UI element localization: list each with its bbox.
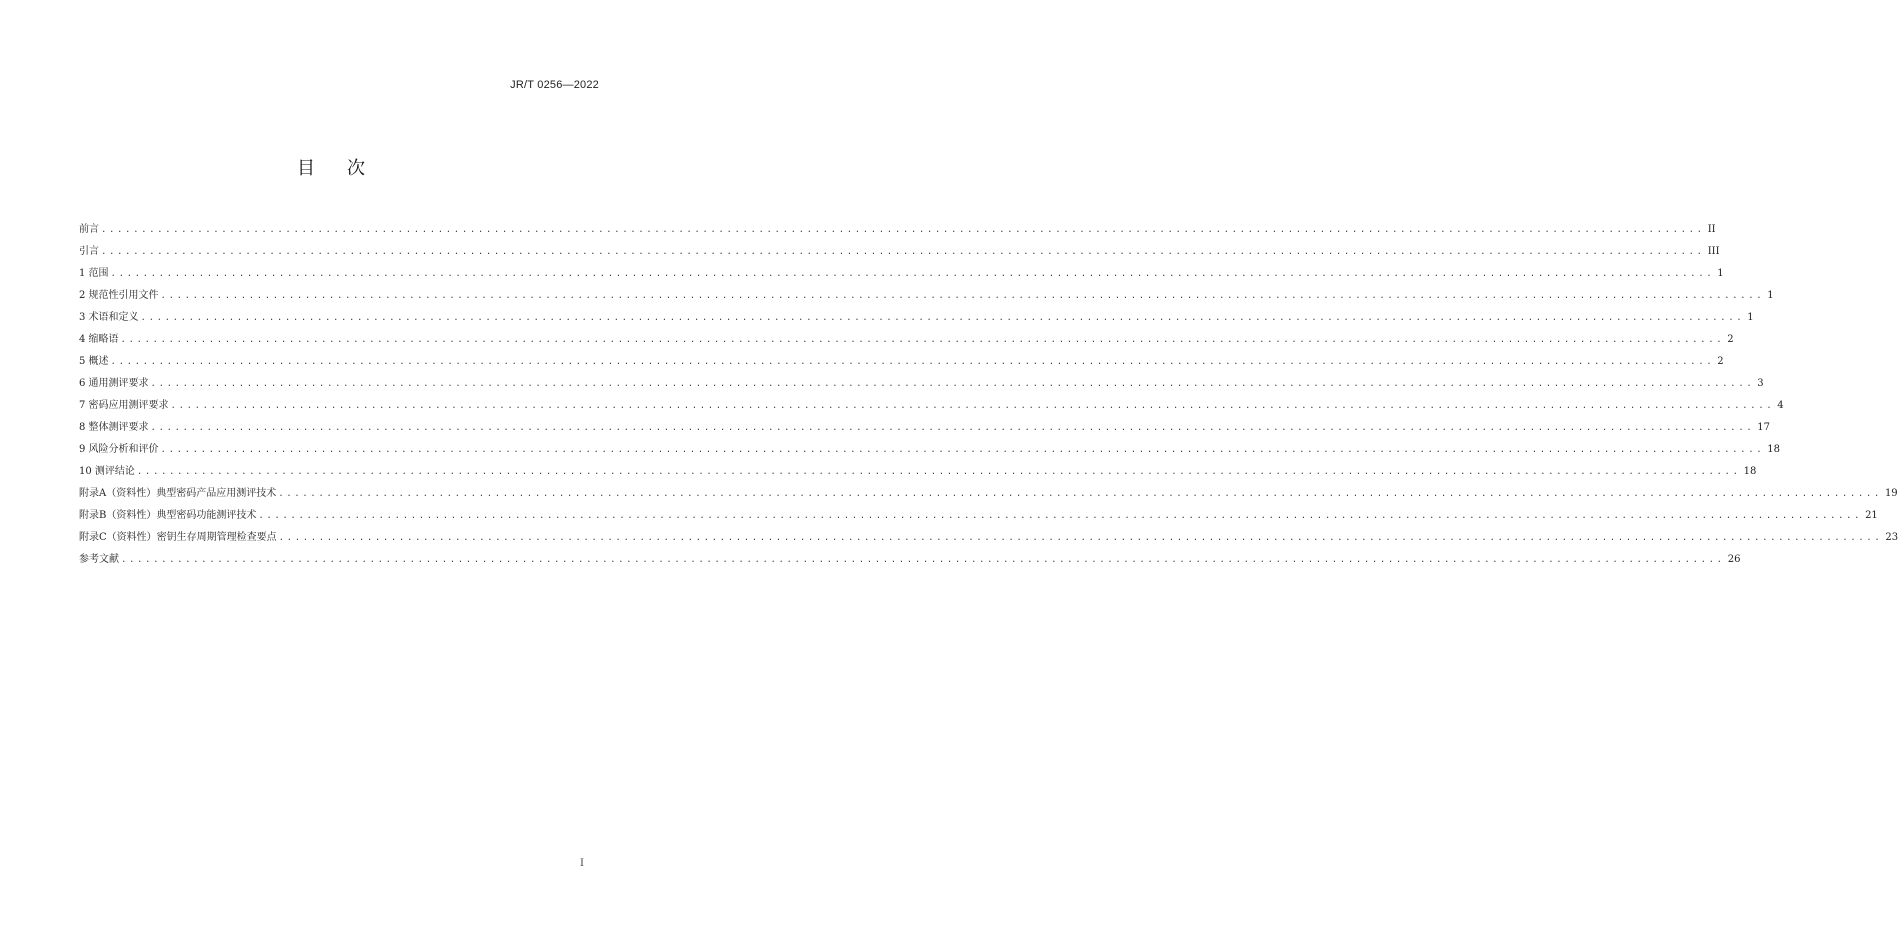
table-of-contents (79, 219, 1898, 571)
toc-entry[interactable] (79, 527, 1898, 549)
toc-entry-label: 前言 (79, 224, 99, 235)
toc-dot-leader: ........................................................................................................................................................................................................ (136, 467, 1741, 477)
toc-entry-page: 23 (1885, 532, 1898, 543)
toc-entry-label: 附录A（资料性）典型密码产品应用测评技术 (79, 488, 277, 499)
toc-dot-leader: ........................................................................................................................................................................................................ (258, 511, 1863, 521)
toc-dot-leader: ........................................................................................................................................................................................................ (120, 335, 1725, 345)
toc-entry[interactable] (79, 219, 1716, 241)
toc-entry-label: 2 规范性引用文件 (79, 290, 159, 301)
toc-entry[interactable] (79, 439, 1780, 461)
toc-entry-page: 4 (1777, 400, 1784, 411)
toc-entry-page: 1 (1717, 268, 1724, 279)
toc-entry-label: 引言 (79, 246, 99, 257)
toc-entry-page: 3 (1757, 378, 1764, 389)
toc-entry-page: 2 (1727, 334, 1734, 345)
toc-entry-label: 9 风险分析和评价 (79, 444, 159, 455)
toc-entry-page: 18 (1743, 466, 1757, 477)
toc-entry-page: 1 (1767, 290, 1774, 301)
toc-entry-label: 7 密码应用测评要求 (79, 400, 169, 411)
toc-entry[interactable] (79, 549, 1741, 571)
toc-dot-leader: ........................................................................................................................................................................................................ (170, 401, 1775, 411)
toc-title-char-2: 次 (347, 158, 365, 179)
toc-entry[interactable] (79, 461, 1757, 483)
toc-dot-leader: ........................................................................................................................................................................................................ (101, 247, 1705, 257)
toc-dot-leader: ........................................................................................................................................................................................................ (101, 225, 1705, 235)
toc-entry-page: 2 (1717, 356, 1724, 367)
toc-entry-page: 1 (1747, 312, 1754, 323)
toc-dot-leader: ........................................................................................................................................................................................................ (121, 555, 1725, 565)
toc-entry-label: 3 术语和定义 (79, 312, 139, 323)
page-number: I (580, 858, 584, 869)
toc-entry-label: 6 通用测评要求 (79, 378, 149, 389)
toc-dot-leader: ........................................................................................................................................................................................................ (278, 533, 1883, 543)
toc-entry-page: 19 (1884, 488, 1898, 499)
toc-entry-label: 4 缩略语 (79, 334, 119, 345)
toc-entry[interactable] (79, 417, 1770, 439)
toc-dot-leader: ........................................................................................................................................................................................................ (140, 313, 1745, 323)
toc-entry[interactable] (79, 395, 1784, 417)
document-code: JR/T 0256—2022 (510, 79, 599, 91)
toc-entry[interactable] (79, 285, 1774, 307)
toc-entry[interactable] (79, 307, 1754, 329)
toc-entry[interactable] (79, 329, 1734, 351)
toc-entry[interactable] (79, 351, 1724, 373)
toc-entry-label: 5 概述 (79, 356, 109, 367)
toc-title-char-1: 目 (297, 158, 315, 179)
toc-entry[interactable] (79, 263, 1724, 285)
toc-dot-leader: ........................................................................................................................................................................................................ (278, 489, 1882, 499)
toc-entry-page: 18 (1767, 444, 1780, 455)
toc-entry-label: 10 测评结论 (79, 466, 135, 477)
toc-entry[interactable] (79, 373, 1764, 395)
toc-dot-leader: ........................................................................................................................................................................................................ (150, 423, 1755, 433)
toc-entry[interactable] (79, 241, 1720, 263)
toc-entry[interactable] (79, 505, 1878, 527)
toc-dot-leader: ........................................................................................................................................................................................................ (160, 291, 1765, 301)
toc-entry-page: III (1707, 246, 1720, 257)
toc-dot-leader: ........................................................................................................................................................................................................ (110, 357, 1715, 367)
toc-dot-leader: ........................................................................................................................................................................................................ (150, 379, 1755, 389)
toc-entry-label: 8 整体测评要求 (79, 422, 149, 433)
toc-entry[interactable] (79, 483, 1898, 505)
toc-entry-page: 21 (1865, 510, 1878, 521)
toc-entry-label: 1 范围 (79, 268, 109, 279)
toc-title (0, 154, 662, 180)
toc-entry-page: II (1707, 224, 1716, 235)
toc-entry-label: 参考文献 (79, 554, 119, 565)
toc-dot-leader: ........................................................................................................................................................................................................ (160, 445, 1765, 455)
toc-entry-page: 17 (1757, 422, 1770, 433)
toc-entry-label: 附录B（资料性）典型密码功能测评技术 (79, 510, 257, 521)
toc-dot-leader: ........................................................................................................................................................................................................ (110, 269, 1715, 279)
toc-entry-page: 26 (1727, 554, 1741, 565)
toc-entry-label: 附录C（资料性）密钥生存周期管理检查要点 (79, 532, 277, 543)
